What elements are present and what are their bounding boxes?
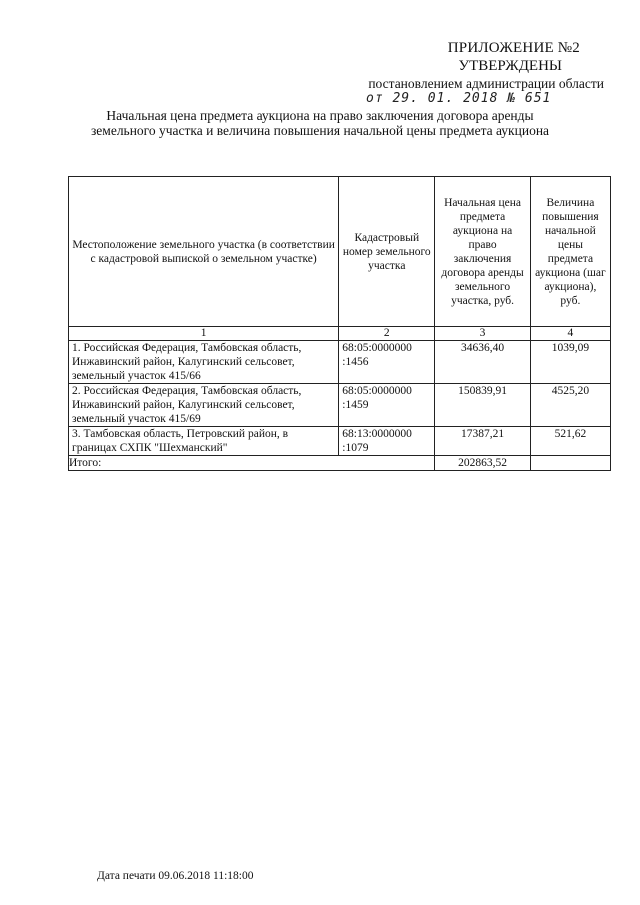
total-empty-cell (530, 456, 610, 471)
approved-label: УТВЕРЖДЕНЫ (458, 58, 562, 74)
column-number: 1 (69, 327, 339, 341)
table-header-row (69, 177, 611, 327)
row-price: 34636,40 (435, 341, 530, 384)
total-value: 202863,52 (435, 456, 530, 471)
column-header-cadastral: Кадастровый номер земельного участка (339, 177, 435, 327)
print-date: Дата печати 09.06.2018 11:18:00 (97, 870, 254, 882)
column-number: 3 (435, 327, 530, 341)
total-row (69, 456, 611, 471)
row-step: 521,62 (530, 427, 610, 456)
column-number: 2 (339, 327, 435, 341)
row-location: 1. Российская Федерация, Тамбовская область, Инжавинский район, Калугинский сельсовет, земельный участок 415/66 (69, 341, 339, 384)
column-number: 4 (530, 327, 610, 341)
row-step: 1039,09 (530, 341, 610, 384)
row-cadastral: 68:13:0000000 :1079 (339, 427, 435, 456)
column-header-step: Величина повышения начальной цены предмета аукциона (шаг аукциона), руб. (530, 177, 610, 327)
row-step: 4525,20 (530, 384, 610, 427)
row-location: 2. Российская Федерация, Тамбовская область, Инжавинский район, Калугинский сельсовет, земельный участок 415/69 (69, 384, 339, 427)
column-number-row (69, 327, 611, 341)
row-price: 150839,91 (435, 384, 530, 427)
appendix-label: ПРИЛОЖЕНИЕ №2 (447, 40, 580, 56)
resolution-label: постановлением администрации области (368, 76, 604, 91)
auction-price-table (68, 176, 611, 471)
column-header-location: Местоположение земельного участка (в соответствии с кадастровой выпиской о земельном участке) (69, 177, 339, 327)
row-cadastral: 68:05:0000000 :1456 (339, 341, 435, 384)
table-row (69, 384, 611, 427)
handwritten-date-number: от 29. 01. 2018 № 651 (366, 91, 552, 106)
row-cadastral: 68:05:0000000 :1459 (339, 384, 435, 427)
document-title: Начальная цена предмета аукциона на право заключения договора аренды земельного участка и величина повышения начальной цены предмета аукциона (90, 108, 550, 138)
total-label: Итого: (69, 456, 435, 471)
column-header-price: Начальная цена предмета аукциона на право заключения договора аренды земельного участка, руб. (435, 177, 530, 327)
table-row (69, 341, 611, 384)
row-location: 3. Тамбовская область, Петровский район, в границах СХПК "Шехманский" (69, 427, 339, 456)
row-price: 17387,21 (435, 427, 530, 456)
table-row (69, 427, 611, 456)
